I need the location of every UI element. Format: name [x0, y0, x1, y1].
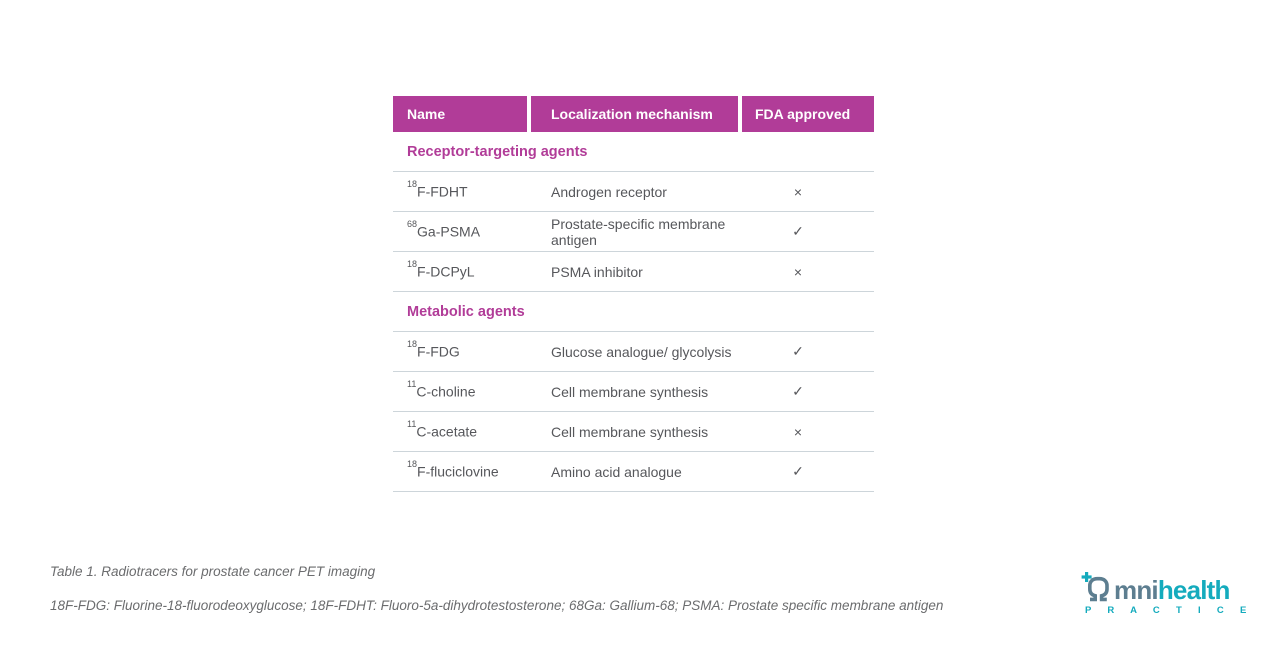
- omega-plus-icon: [1082, 572, 1113, 603]
- tracer-name: [393, 379, 531, 400]
- column-header-localization-mechanism: Localization mechanism: [531, 96, 738, 132]
- table-row: [393, 332, 874, 372]
- table-row: [393, 412, 874, 452]
- mechanism-cell: Glucose analogue/ glycolysis: [551, 343, 732, 360]
- abbreviations-footnote: 18F-FDG: Fluorine-18-fluorodeoxyglucose; 18F-FDHT: Fluoro-5a-dihydrotestosterone; 68Ga: Gallium-68; PSMA: Prostate specific membrane antigen: [50, 598, 944, 613]
- tracer-name: [393, 219, 531, 240]
- tracer-name: [393, 259, 531, 280]
- section-header-metabolic: Metabolic agents: [393, 292, 874, 332]
- omnihealth-logo: [1082, 572, 1254, 616]
- tracer-name: [393, 179, 531, 200]
- table-row: [393, 212, 874, 252]
- tracer-name-text: Ga-PSMA: [417, 223, 481, 240]
- tracer-name: [393, 419, 531, 440]
- tracer-name-text: C-acetate: [416, 423, 478, 440]
- column-header-name: Name: [393, 96, 527, 132]
- table-row: [393, 252, 874, 292]
- tracer-name-text: C-choline: [416, 383, 476, 400]
- fda-status-symbol: ×: [793, 263, 803, 280]
- logo-text-mni: mni: [1114, 575, 1158, 605]
- tracer-name: [393, 339, 531, 360]
- logo-wordmark: [1082, 572, 1230, 605]
- isotope-superscript: 11: [407, 419, 417, 430]
- fda-status-symbol: ✓: [792, 223, 804, 239]
- mechanism-cell: Cell membrane synthesis: [551, 423, 709, 440]
- isotope-superscript: 18: [407, 259, 418, 270]
- isotope-superscript: 18: [407, 339, 418, 350]
- isotope-superscript: 18: [407, 179, 418, 190]
- section-header-receptor-targeting: Receptor-targeting agents: [393, 132, 874, 172]
- fda-status-symbol: ×: [793, 183, 803, 200]
- isotope-superscript: 11: [407, 379, 417, 390]
- table-row: [393, 452, 874, 492]
- isotope-superscript: 18: [407, 459, 418, 470]
- tracer-name: [393, 459, 531, 480]
- logo-text: [1114, 577, 1230, 603]
- mechanism-cell: Cell membrane synthesis: [551, 383, 709, 400]
- mechanism-cell: Prostate-specific membrane antigen: [551, 215, 726, 248]
- tracer-name-text: F-DCPyL: [417, 263, 475, 280]
- table-row: [393, 172, 874, 212]
- column-header-fda-approved: FDA approved: [742, 96, 874, 132]
- tracer-name-text: F-fluciclovine: [417, 463, 499, 480]
- fda-status-symbol: ✓: [792, 343, 804, 359]
- mechanism-cell: Amino acid analogue: [551, 463, 682, 480]
- tracer-name-text: F-FDHT: [417, 183, 468, 200]
- fda-status-symbol: ×: [793, 423, 803, 440]
- logo-text-health: health: [1157, 575, 1230, 605]
- table-header-row: [393, 96, 874, 132]
- mechanism-cell: PSMA inhibitor: [551, 263, 643, 280]
- tracer-name-text: F-FDG: [417, 343, 460, 360]
- table-row: [393, 372, 874, 412]
- fda-status-symbol: ✓: [792, 383, 804, 399]
- fda-status-symbol: ✓: [792, 463, 804, 479]
- radiotracer-table: [393, 96, 874, 492]
- mechanism-cell: Androgen receptor: [551, 183, 667, 200]
- logo-practice-label: P R A C T I C E: [1085, 605, 1254, 616]
- table-caption: Table 1. Radiotracers for prostate cancer PET imaging: [50, 564, 376, 579]
- isotope-superscript: 68: [407, 219, 418, 230]
